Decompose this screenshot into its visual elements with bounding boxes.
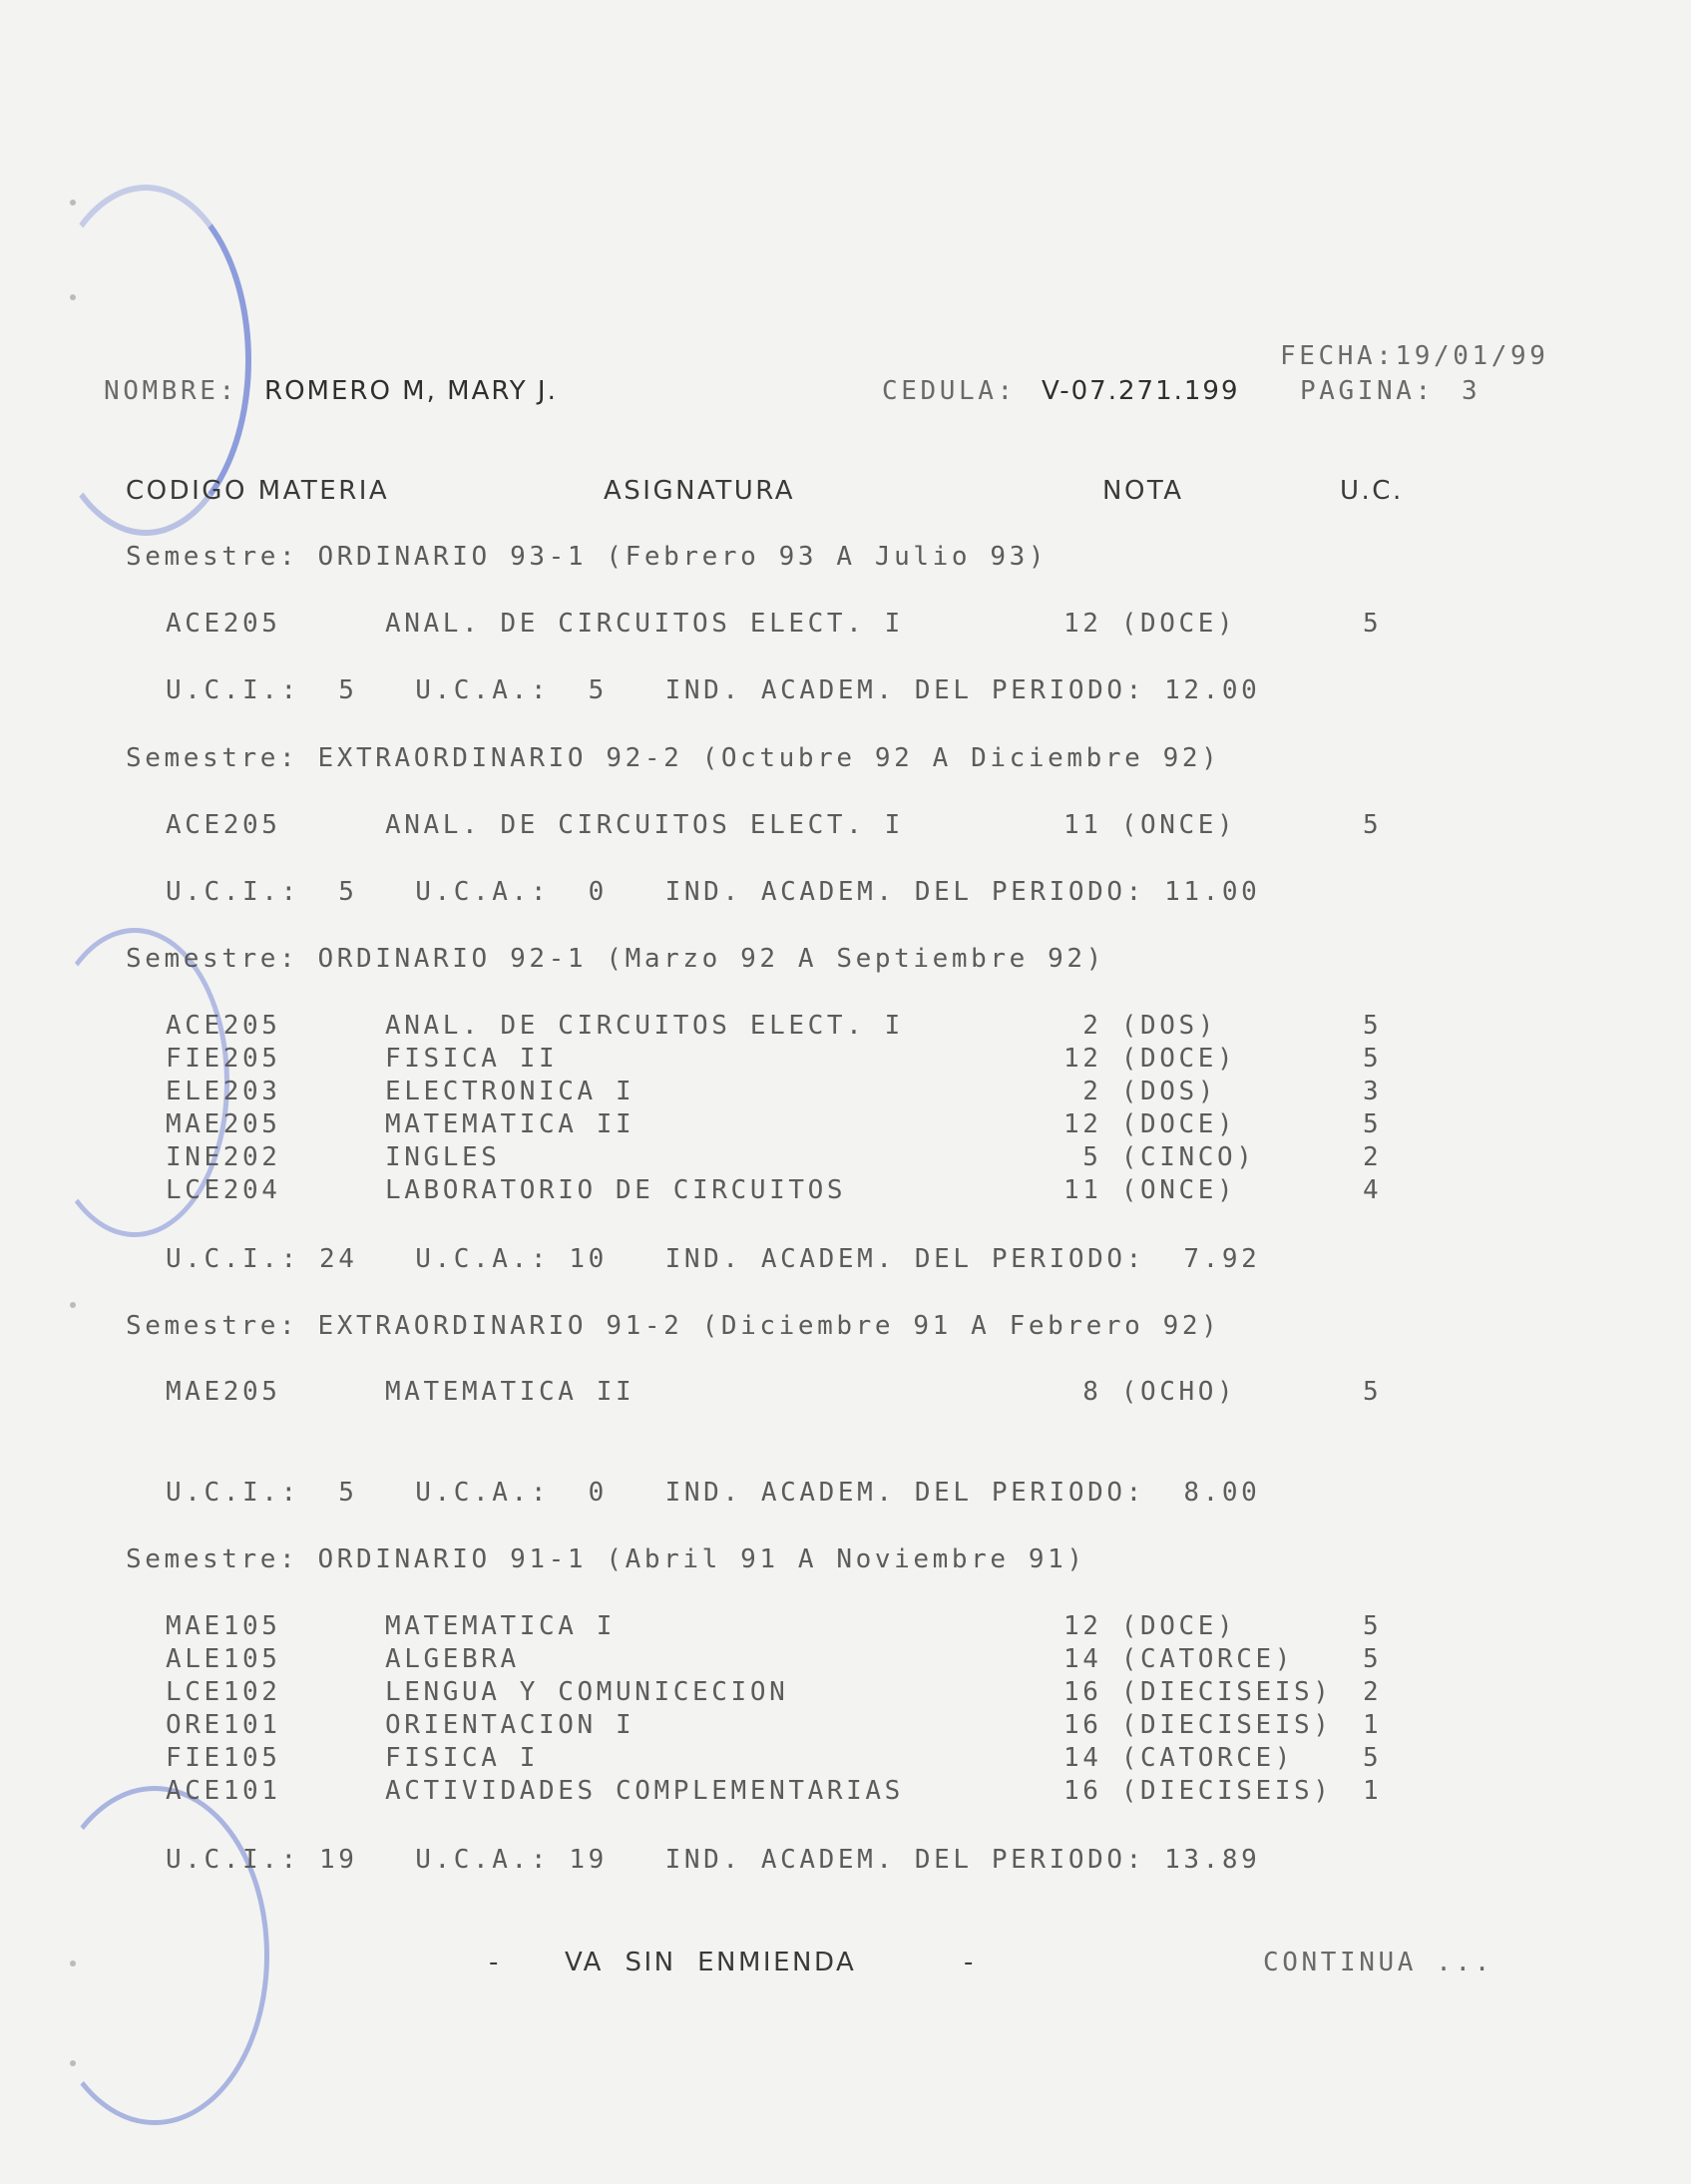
row-uc: 4 — [1363, 1175, 1383, 1205]
row-uc: 5 — [1363, 1611, 1383, 1641]
semester-title: Semestre: EXTRAORDINARIO 91-2 (Diciembre 91 A Febrero 92) — [126, 1311, 1221, 1341]
punch-mark — [70, 1302, 76, 1308]
punch-mark — [70, 1961, 76, 1966]
row-name: ANAL. DE CIRCUITOS ELECT. I — [385, 810, 904, 840]
row-code: ACE101 — [166, 1776, 281, 1806]
row-name: ANAL. DE CIRCUITOS ELECT. I — [385, 609, 904, 639]
row-grade: 5 (CINCO) — [1063, 1142, 1256, 1172]
row-uc: 5 — [1363, 1109, 1383, 1139]
row-grade: 12 (DOCE) — [1063, 1044, 1237, 1074]
semester-summary: U.C.I.: 5 U.C.A.: 0 IND. ACADEM. DEL PERIODO: 8.00 — [166, 1478, 1261, 1508]
row-uc: 5 — [1363, 1011, 1383, 1041]
footer-continua: CONTINUA ... — [1263, 1948, 1494, 1977]
row-name: FISICA II — [385, 1044, 559, 1074]
row-code: FIE105 — [166, 1743, 281, 1773]
semester-title: Semestre: EXTRAORDINARIO 92-2 (Octubre 92 A Diciembre 92) — [126, 743, 1221, 773]
row-uc: 1 — [1363, 1776, 1383, 1806]
pagina-value: 3 — [1462, 376, 1481, 406]
punch-mark — [70, 200, 76, 206]
row-uc: 5 — [1363, 1377, 1383, 1407]
row-uc: 2 — [1363, 1142, 1383, 1172]
row-name: FISICA I — [385, 1743, 540, 1773]
row-name: INGLES — [385, 1142, 501, 1172]
row-grade: 16 (DIECISEIS) — [1063, 1776, 1333, 1806]
row-uc: 5 — [1363, 810, 1383, 840]
row-code: ACE205 — [166, 1011, 281, 1041]
row-name: ELECTRONICA I — [385, 1077, 635, 1106]
row-uc: 5 — [1363, 609, 1383, 639]
row-name: LABORATORIO DE CIRCUITOS — [385, 1175, 847, 1205]
row-name: MATEMATICA II — [385, 1109, 635, 1139]
row-code: INE202 — [166, 1142, 281, 1172]
row-uc: 5 — [1363, 1044, 1383, 1074]
row-uc: 1 — [1363, 1710, 1383, 1740]
semester-summary: U.C.I.: 5 U.C.A.: 0 IND. ACADEM. DEL PERIODO: 11.00 — [166, 877, 1261, 907]
row-code: MAE205 — [166, 1377, 281, 1407]
row-name: ALGEBRA — [385, 1644, 520, 1674]
row-grade: 11 (ONCE) — [1063, 810, 1237, 840]
semester-title: Semestre: ORDINARIO 91-1 (Abril 91 A Noviembre 91) — [126, 1544, 1086, 1574]
row-name: ACTIVIDADES COMPLEMENTARIAS — [385, 1776, 904, 1806]
semester-summary: U.C.I.: 24 U.C.A.: 10 IND. ACADEM. DEL PERIODO: 7.92 — [166, 1244, 1261, 1274]
row-name: ORIENTACION I — [385, 1710, 635, 1740]
row-grade: 12 (DOCE) — [1063, 1109, 1237, 1139]
row-grade: 16 (DIECISEIS) — [1063, 1710, 1333, 1740]
cedula-label: CEDULA: — [882, 376, 1017, 406]
row-name: MATEMATICA II — [385, 1377, 635, 1407]
row-code: FIE205 — [166, 1044, 281, 1074]
row-code: ACE205 — [166, 810, 281, 840]
footer-enmienda: VA SIN ENMIENDA — [565, 1948, 857, 1977]
footer-dash-left: - — [489, 1948, 501, 1977]
semester-title: Semestre: ORDINARIO 92-1 (Marzo 92 A Septiembre 92) — [126, 944, 1105, 974]
pagina-label: PAGINA: — [1300, 376, 1435, 406]
cedula-value: V-07.271.199 — [1042, 376, 1240, 406]
row-grade: 2 (DOS) — [1063, 1011, 1218, 1041]
row-name: ANAL. DE CIRCUITOS ELECT. I — [385, 1011, 904, 1041]
row-code: LCE204 — [166, 1175, 281, 1205]
row-uc: 5 — [1363, 1644, 1383, 1674]
semester-summary: U.C.I.: 19 U.C.A.: 19 IND. ACADEM. DEL PERIODO: 13.89 — [166, 1845, 1261, 1875]
official-stamp-bottom — [40, 1786, 269, 2125]
row-code: MAE205 — [166, 1109, 281, 1139]
row-grade: 14 (CATORCE) — [1063, 1743, 1295, 1773]
row-grade: 8 (OCHO) — [1063, 1377, 1237, 1407]
semester-summary: U.C.I.: 5 U.C.A.: 5 IND. ACADEM. DEL PERIODO: 12.00 — [166, 675, 1261, 705]
nombre-label: NOMBRE: — [104, 376, 238, 406]
row-code: ACE205 — [166, 609, 281, 639]
row-grade: 11 (ONCE) — [1063, 1175, 1237, 1205]
col-codigo: CODIGO MATERIA — [126, 476, 390, 506]
col-uc: U.C. — [1340, 476, 1404, 506]
row-code: ELE203 — [166, 1077, 281, 1106]
fecha: FECHA:19/01/99 — [1280, 341, 1549, 371]
punch-mark — [70, 2060, 76, 2066]
row-grade: 12 (DOCE) — [1063, 609, 1237, 639]
row-name: LENGUA Y COMUNICECION — [385, 1677, 789, 1707]
footer-dash-right: - — [964, 1948, 976, 1977]
col-asignatura: ASIGNATURA — [604, 476, 796, 506]
row-uc: 3 — [1363, 1077, 1383, 1106]
row-grade: 16 (DIECISEIS) — [1063, 1677, 1333, 1707]
punch-mark — [70, 294, 76, 300]
row-grade: 2 (DOS) — [1063, 1077, 1218, 1106]
semester-title: Semestre: ORDINARIO 93-1 (Febrero 93 A Julio 93) — [126, 542, 1049, 572]
row-grade: 14 (CATORCE) — [1063, 1644, 1295, 1674]
row-uc: 2 — [1363, 1677, 1383, 1707]
row-code: LCE102 — [166, 1677, 281, 1707]
row-code: MAE105 — [166, 1611, 281, 1641]
row-uc: 5 — [1363, 1743, 1383, 1773]
nombre-value: ROMERO M, MARY J. — [264, 376, 558, 406]
col-nota: NOTA — [1102, 476, 1184, 506]
row-name: MATEMATICA I — [385, 1611, 617, 1641]
row-grade: 12 (DOCE) — [1063, 1611, 1237, 1641]
row-code: ALE105 — [166, 1644, 281, 1674]
row-code: ORE101 — [166, 1710, 281, 1740]
